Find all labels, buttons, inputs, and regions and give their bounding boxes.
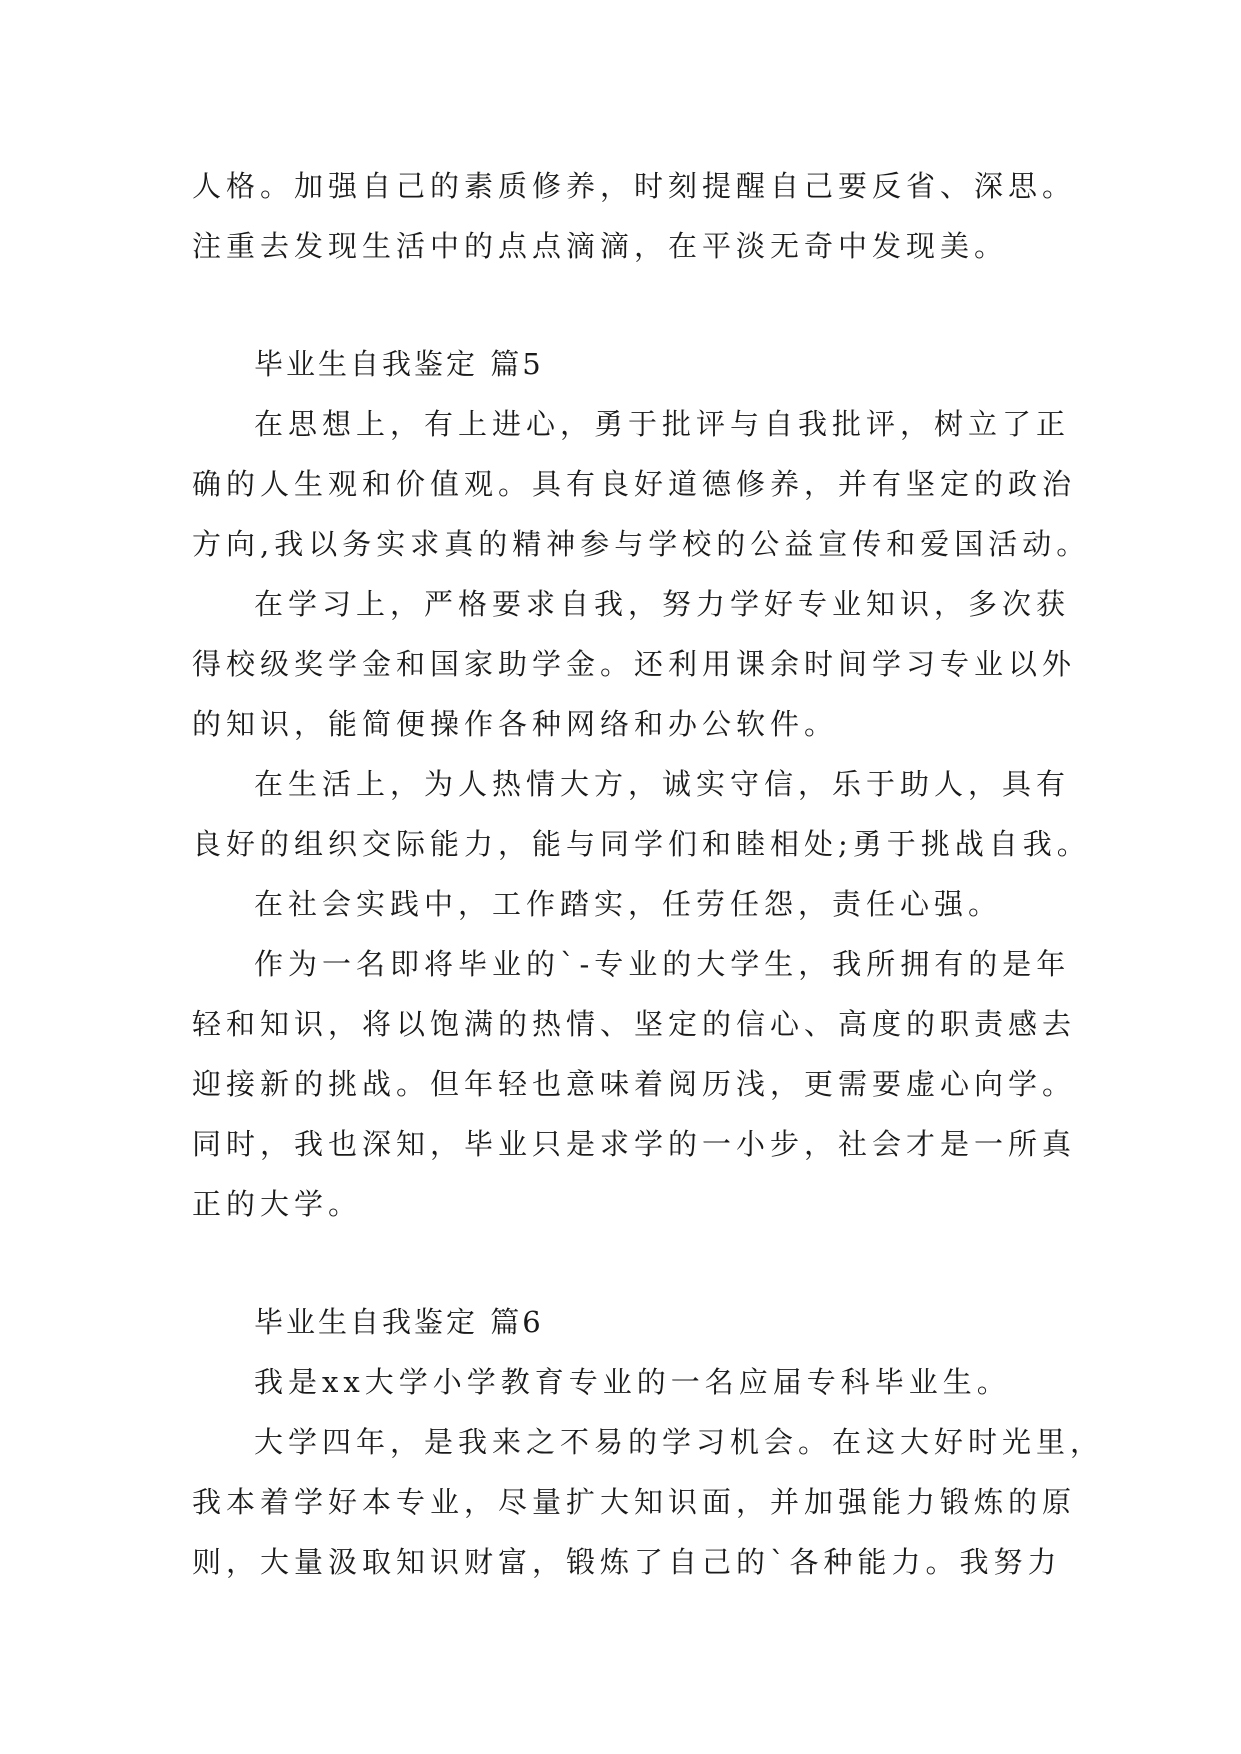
text-line: 良好的组织交际能力，能与同学们和睦相处;勇于挑战自我。 [192, 827, 1091, 861]
paragraph-gap [192, 1234, 1062, 1292]
text-line: 迎接新的挑战。但年轻也意味着阅历浅，更需要虚心向学。 [192, 1067, 1077, 1101]
text-line: 在学习上，严格要求自我，努力学好专业知识，多次获 [254, 587, 1071, 621]
text-line: 正的大学。 [192, 1187, 363, 1221]
text-line: 我是xx大学小学教育专业的一名应届专科毕业生。 [254, 1365, 1011, 1399]
text-line: 同时，我也深知，毕业只是求学的一小步，社会才是一所真 [192, 1127, 1077, 1161]
text-line: 的知识，能简便操作各种网络和办公软件。 [192, 707, 839, 741]
section-heading: 毕业生自我鉴定 篇6 [254, 1305, 544, 1339]
text-line: 人格。加强自己的素质修养，时刻提醒自己要反省、深思。 [192, 169, 1077, 203]
paragraph-gap [192, 276, 1062, 334]
text-line: 轻和知识，将以饱满的热情、坚定的信心、高度的职责感去 [192, 1007, 1077, 1041]
text-line: 注重去发现生活中的点点滴滴，在平淡无奇中发现美。 [192, 229, 1009, 263]
text-line: 我本着学好本专业，尽量扩大知识面，并加强能力锻炼的原 [192, 1485, 1077, 1519]
text-line: 则，大量汲取知识财富，锻炼了自己的`各种能力。我努力 [192, 1545, 1062, 1579]
text-line: 确的人生观和价值观。具有良好道德修养，并有坚定的政治 [192, 467, 1077, 501]
document-body [192, 156, 1105, 1592]
section-heading: 毕业生自我鉴定 篇5 [254, 347, 544, 381]
text-line: 在思想上，有上进心，勇于批评与自我批评，树立了正 [254, 407, 1071, 441]
text-line: 作为一名即将毕业的`-专业的大学生，我所拥有的是年 [254, 947, 1071, 981]
text-line: 得校级奖学金和国家助学金。还利用课余时间学习专业以外 [192, 647, 1077, 681]
text-line: 在社会实践中，工作踏实，任劳任怨，责任心强。 [254, 887, 1003, 921]
text-line: 在生活上，为人热情大方，诚实守信，乐于助人，具有 [254, 767, 1071, 801]
text-line: 方向,我以务实求真的精神参与学校的公益宣传和爱国活动。 [192, 527, 1091, 561]
text-line: 大学四年，是我来之不易的学习机会。在这大好时光里， [254, 1425, 1105, 1459]
